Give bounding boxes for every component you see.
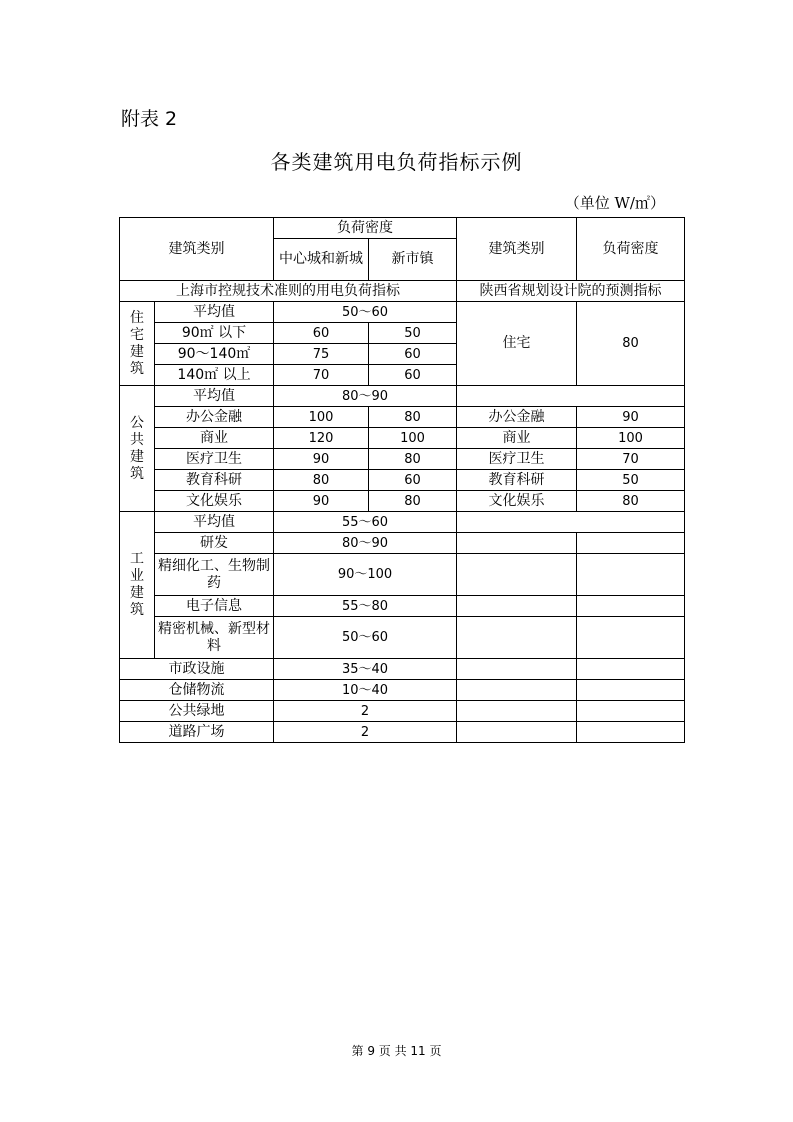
right-label: 教育科研 — [457, 470, 577, 491]
right-label: 商业 — [457, 428, 577, 449]
row-value-town: 80 — [369, 407, 457, 428]
page-footer: 第 9 页 共 11 页 — [351, 1044, 442, 1058]
row-label: 仓储物流 — [120, 680, 274, 701]
right-empty-cell — [577, 617, 685, 659]
row-label: 平均值 — [155, 512, 274, 533]
row-value-merged: 2 — [274, 701, 457, 722]
right-empty-cell — [457, 617, 577, 659]
right-label: 办公金融 — [457, 407, 577, 428]
table-row — [120, 470, 685, 491]
right-empty-cell — [577, 680, 685, 701]
row-value-merged: 55～60 — [274, 512, 457, 533]
row-value-central: 80 — [274, 470, 369, 491]
row-value-central: 75 — [274, 344, 369, 365]
table-row — [120, 407, 685, 428]
right-empty-cell — [457, 554, 577, 596]
header-right-building-type: 建筑类别 — [457, 218, 577, 281]
section-row — [120, 281, 685, 302]
right-empty-cell — [457, 512, 685, 533]
row-label: 教育科研 — [155, 470, 274, 491]
right-empty-cell — [457, 701, 577, 722]
right-empty-cell — [457, 533, 577, 554]
row-value-town: 60 — [369, 344, 457, 365]
section-left-title: 上海市控规技术准则的用电负荷指标 — [120, 281, 457, 302]
right-value: 80 — [577, 491, 685, 512]
right-residential-label: 住宅 — [457, 302, 577, 386]
table-row — [120, 554, 685, 596]
right-value: 90 — [577, 407, 685, 428]
header-row — [120, 218, 685, 239]
right-empty-cell — [577, 722, 685, 743]
row-value-town: 80 — [369, 491, 457, 512]
right-residential-value: 80 — [577, 302, 685, 386]
row-label: 商业 — [155, 428, 274, 449]
row-value-central: 90 — [274, 491, 369, 512]
row-label: 医疗卫生 — [155, 449, 274, 470]
header-central-city: 中心城和新城 — [274, 239, 369, 281]
table-row — [120, 722, 685, 743]
row-value-town: 60 — [369, 365, 457, 386]
table-row — [120, 680, 685, 701]
table-row — [120, 428, 685, 449]
row-value-town: 100 — [369, 428, 457, 449]
right-value: 70 — [577, 449, 685, 470]
section-right-title: 陕西省规划设计院的预测指标 — [457, 281, 685, 302]
row-value-central: 120 — [274, 428, 369, 449]
table-row — [120, 512, 685, 533]
group-industrial: 工 业 建 筑 — [120, 512, 155, 659]
row-label: 140㎡ 以上 — [155, 365, 274, 386]
row-label: 研发 — [155, 533, 274, 554]
table-row — [120, 386, 685, 407]
table-row — [120, 617, 685, 659]
row-label: 精细化工、生物制药 — [155, 554, 274, 596]
row-value-merged: 2 — [274, 722, 457, 743]
load-index-table — [119, 217, 685, 743]
table-row — [120, 491, 685, 512]
row-label: 90～140㎡ — [155, 344, 274, 365]
row-value-merged: 90～100 — [274, 554, 457, 596]
table-row — [120, 596, 685, 617]
row-value-merged: 50～60 — [274, 302, 457, 323]
row-label: 文化娱乐 — [155, 491, 274, 512]
table-row — [120, 449, 685, 470]
right-label: 文化娱乐 — [457, 491, 577, 512]
header-new-town: 新市镇 — [369, 239, 457, 281]
unit-note: （单位 W/㎡） — [564, 194, 665, 212]
table-row — [120, 302, 685, 323]
row-value-central: 90 — [274, 449, 369, 470]
right-empty-cell — [457, 659, 577, 680]
row-value-town: 60 — [369, 470, 457, 491]
right-value: 100 — [577, 428, 685, 449]
group-residential: 住 宅 建 筑 — [120, 302, 155, 386]
row-value-merged: 80～90 — [274, 386, 457, 407]
row-value-central: 70 — [274, 365, 369, 386]
row-value-merged: 10～40 — [274, 680, 457, 701]
row-label: 平均值 — [155, 302, 274, 323]
row-value-merged: 50～60 — [274, 617, 457, 659]
row-value-merged: 35～40 — [274, 659, 457, 680]
table-row — [120, 659, 685, 680]
right-label: 医疗卫生 — [457, 449, 577, 470]
header-load-density: 负荷密度 — [274, 218, 457, 239]
row-label: 平均值 — [155, 386, 274, 407]
appendix-label: 附表 2 — [121, 108, 178, 130]
row-label: 精密机械、新型材料 — [155, 617, 274, 659]
row-label: 道路广场 — [120, 722, 274, 743]
row-label: 公共绿地 — [120, 701, 274, 722]
row-value-town: 80 — [369, 449, 457, 470]
right-empty-cell — [577, 596, 685, 617]
row-value-merged: 55～80 — [274, 596, 457, 617]
right-empty-cell — [577, 701, 685, 722]
row-label: 市政设施 — [120, 659, 274, 680]
table-row — [120, 701, 685, 722]
right-empty-cell — [457, 722, 577, 743]
right-value: 50 — [577, 470, 685, 491]
right-empty-cell — [457, 596, 577, 617]
row-value-central: 100 — [274, 407, 369, 428]
header-building-type: 建筑类别 — [120, 218, 274, 281]
group-public: 公 共 建 筑 — [120, 386, 155, 512]
right-empty-cell — [457, 386, 685, 407]
row-value-merged: 80～90 — [274, 533, 457, 554]
row-label: 办公金融 — [155, 407, 274, 428]
row-label: 90㎡ 以下 — [155, 323, 274, 344]
right-empty-cell — [577, 533, 685, 554]
right-empty-cell — [577, 554, 685, 596]
right-empty-cell — [457, 680, 577, 701]
row-label: 电子信息 — [155, 596, 274, 617]
table-row — [120, 533, 685, 554]
header-right-load-density: 负荷密度 — [577, 218, 685, 281]
page-title: 各类建筑用电负荷指标示例 — [270, 150, 523, 174]
row-value-town: 50 — [369, 323, 457, 344]
row-value-central: 60 — [274, 323, 369, 344]
right-empty-cell — [577, 659, 685, 680]
